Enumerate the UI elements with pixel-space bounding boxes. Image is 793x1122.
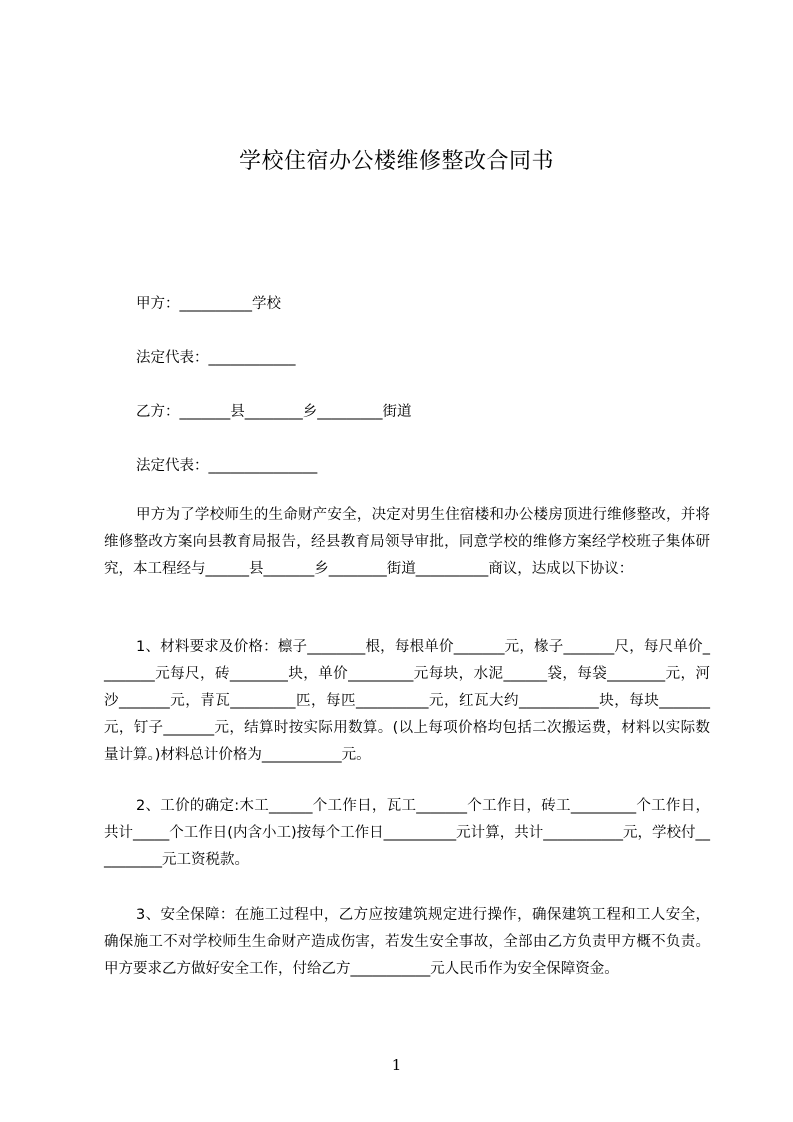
party-a-representative-line: 法定代表：____________ bbox=[136, 350, 296, 366]
document-title: 学校住宿办公楼维修整改合同书 bbox=[238, 149, 554, 174]
party-a-line: 甲方：__________学校 bbox=[136, 296, 281, 312]
page-number: 1 bbox=[391, 1056, 402, 1074]
clause-labor: 2、工价的确定:木工______个工作日，瓦工_______个工作日，砖工_________个工作日，共计_____个工作日(内含小工)按每个工作日__________元计算，共计___________元，学校付__________元工资税款。 bbox=[104, 798, 710, 868]
clause-materials: 1、材料要求及价格：檩子________根，每根单价_______元，椽子_______尺，每尺单价________元每尺，砖________块，单价_________元每块，水泥______袋，每袋________元，河沙_______元，青瓦_________匹，每匹__________元，红瓦大约___________块，每块_______元，钉子_______元，结算时按实际用数算。(以上每项价格均包括二次搬运费，材料以实际数量计算。)材料总计价格为___________元。 bbox=[104, 639, 710, 763]
party-b-line: 乙方：_______县________乡_________街道 bbox=[136, 404, 412, 420]
party-b-representative-line: 法定代表：_______________ bbox=[136, 458, 318, 474]
clause-safety: 3、安全保障：在施工过程中，乙方应按建筑规定进行操作，确保建筑工程和工人安全，确保施工不对学校师生生命财产造成伤害，若发生安全事故，全部由乙方负责甲方概不负责。甲方要求乙方做好安全工作，付给乙方___________元人民币作为安全保障资金。 bbox=[104, 907, 710, 977]
intro-paragraph: 甲方为了学校师生的生命财产安全，决定对男生住宿楼和办公楼房顶进行维修整改，并将维修整改方案向县教育局报告，经县教育局领导审批，同意学校的维修方案经学校班子集体研究，本工程经与______县_______乡________街道__________商议，达成以下协议： bbox=[104, 507, 710, 577]
